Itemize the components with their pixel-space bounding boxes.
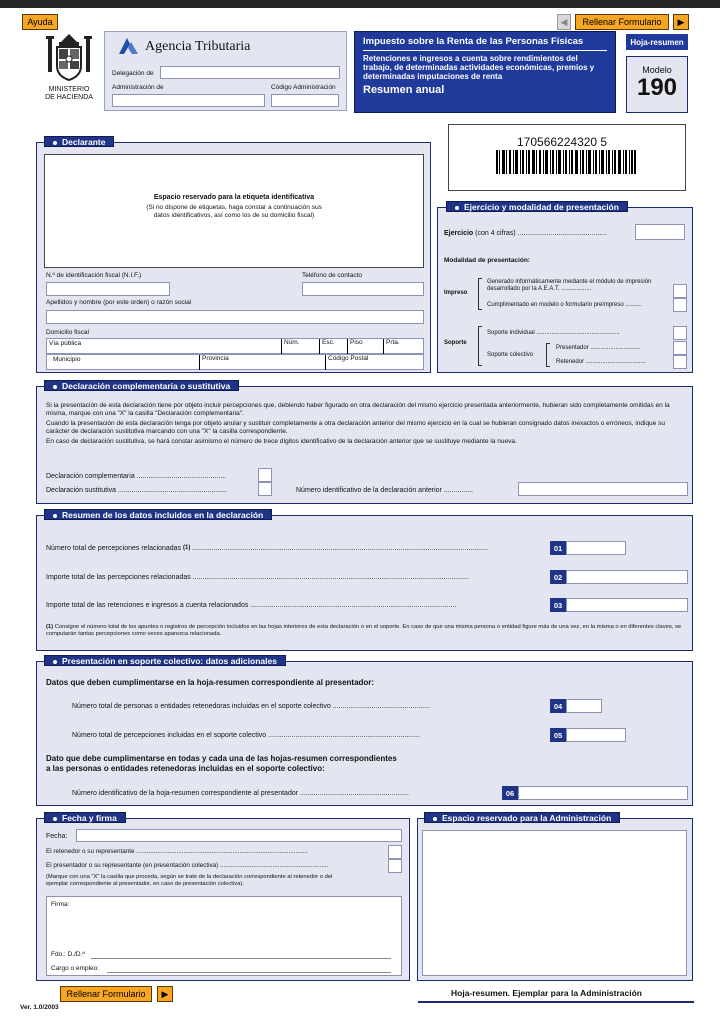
box-03: 03 xyxy=(550,598,566,612)
soporte-heading1: Datos que deben cumplimentarse en la hoja-resumen correspondiente al presentador: xyxy=(46,678,375,687)
title-divider xyxy=(363,50,607,51)
footnote-mark: (1) xyxy=(46,624,54,630)
barcode-number: 170566224320 5 xyxy=(517,135,608,149)
fecha-label: Fecha: xyxy=(46,833,68,840)
soporte-bracket xyxy=(478,326,482,366)
resumen-title xyxy=(44,509,272,520)
prev-page-button[interactable] xyxy=(557,14,571,30)
piso-label: Piso xyxy=(347,339,363,354)
soporte-individual-checkbox[interactable] xyxy=(673,326,687,340)
modelo-number: 190 xyxy=(636,74,678,101)
complementaria-para3: En caso de declaración sustitutiva, se hará constar asimismo el número de trece dígitos identificativo de la declaración anterior que se sustituye mediante la nueva. xyxy=(46,438,517,445)
prta-label: Prta. xyxy=(383,339,400,354)
telefono-label: Teléfono de contacto xyxy=(302,272,362,279)
fdo-line xyxy=(91,958,391,959)
chevron-right-icon: ▶ xyxy=(161,988,169,999)
row5-label: Número total de percepciones incluidas en el soporte colectivo .............................................................................. xyxy=(72,732,420,739)
ejercicio-title-text: Ejercicio y modalidad de presentación xyxy=(464,202,619,212)
barcode-icon xyxy=(496,150,636,174)
telefono-field[interactable] xyxy=(302,282,424,296)
next-page-bottom-button[interactable] xyxy=(157,986,173,1002)
label-space-note: (Si no dispone de etiquetas, haga constar a continuación sus datos identificativos, así como los de su domicilio fiscal) xyxy=(146,204,322,219)
label-space-title: Espacio reservado para la etiqueta identificativa xyxy=(153,194,315,201)
firma-note: (Marque con una "X" la casilla que proceda, según se trate de la declaración correspondiente al retenedor o del ejemplar correspondiente al presentador, en caso de presentación colectiva). xyxy=(46,874,333,887)
complementaria-text xyxy=(46,402,686,446)
box-02: 02 xyxy=(550,570,566,584)
resumen-row2-label: Importe total de las percepciones relacionadas .............................................................................................................................................. xyxy=(46,574,469,581)
delegacion-label: Delegación de xyxy=(112,70,154,77)
importe-retenciones-field[interactable] xyxy=(566,598,688,612)
impreso-label: Impreso xyxy=(444,290,468,296)
ministry-name xyxy=(36,86,102,102)
codigo-admin-field[interactable] xyxy=(271,94,339,107)
firma-label: Firma: xyxy=(51,901,70,908)
ministry-line1: MINISTERIO xyxy=(48,86,90,93)
complementaria-checkbox[interactable] xyxy=(258,468,272,482)
numero-anterior-field[interactable] xyxy=(518,482,688,496)
modelo-label: Modelo xyxy=(642,65,672,75)
row6-label: Número identificativo de la hoja-resumen correspondiente al presentador ........................................................ xyxy=(72,790,409,797)
window-top-bar xyxy=(0,0,720,8)
impreso-option1: Generado informáticamente mediante el módulo de impresión desarrollado por la A.E.A.T. .................. xyxy=(487,279,652,292)
resumen-row1-note: (1) xyxy=(182,545,191,551)
ejercicio-label: Ejercicio xyxy=(444,230,474,237)
cp-label: Código Postal xyxy=(325,355,368,370)
fecha-field[interactable] xyxy=(76,829,402,842)
administracion-field[interactable] xyxy=(112,94,265,107)
administracion-label: Administración de xyxy=(112,84,164,91)
ejercicio-field[interactable] xyxy=(635,224,685,240)
impreso-checkbox-2[interactable] xyxy=(673,298,687,312)
ejercicio-label-row xyxy=(444,230,607,237)
personas-retenedoras-field[interactable] xyxy=(566,699,602,713)
municipio-label: Municipio xyxy=(53,356,81,363)
presentador-label: El presentador o su representante (en presentación colectiva) .............................................................. xyxy=(46,862,329,869)
declarante-title-text: Declarante xyxy=(62,137,106,147)
sustitutiva-label: Declaración sustitutiva ........................................................ xyxy=(46,487,227,494)
coat-of-arms-icon xyxy=(44,32,94,84)
row4-label: Número total de personas o entidades retenedoras incluidas en el soporte colectivo .................................................. xyxy=(72,703,430,710)
form-title-box xyxy=(354,31,616,113)
soporte-heading2-line1: Dato que debe cumplimentarse en todas y cada una de las hojas-resumen correspondientes xyxy=(46,754,397,763)
provincia-label: Provincia xyxy=(199,355,229,370)
domicilio-label: Domicilio fiscal xyxy=(46,329,89,336)
ejercicio-hint: (con 4 cifras) .............................................. xyxy=(475,230,608,237)
form-title-line1: Impuesto sobre la Renta de las Personas Físicas xyxy=(363,36,584,47)
codigo-admin-label: Código Administración xyxy=(271,84,336,91)
agency-logo-icon xyxy=(117,37,139,55)
esc-label: Esc. xyxy=(319,339,335,354)
colectivo-bracket xyxy=(546,343,550,367)
chevron-left-icon: ◀ xyxy=(560,16,568,27)
soporte-colectivo-title xyxy=(44,655,286,666)
box-05: 05 xyxy=(550,728,566,742)
help-button[interactable]: Ayuda xyxy=(22,14,58,30)
nombre-field[interactable] xyxy=(46,310,424,324)
barcode-box xyxy=(448,124,686,191)
importe-percepciones-field[interactable] xyxy=(566,570,688,584)
presentador-option: Presentador .............................. xyxy=(556,345,641,351)
impreso-option2: Cumplimentado en modelo o formulario preimpreso .......... xyxy=(487,302,643,308)
percepciones-count-field[interactable] xyxy=(566,541,626,555)
retenedor-checkbox[interactable] xyxy=(673,355,687,369)
soporte-individual: Soporte individual .................................................. xyxy=(487,330,620,336)
nombre-label: Apellidos y nombre (por este orden) o razón social xyxy=(46,299,192,306)
form-title-line3: Resumen anual xyxy=(363,84,445,96)
num-label: Núm. xyxy=(281,339,300,354)
complementaria-title xyxy=(44,380,239,391)
resumen-row3-label: Importe total de las retenciones e ingresos a cuenta relacionados .......................................................................................................... xyxy=(46,602,457,609)
domicilio-row2 xyxy=(46,354,424,370)
impreso-checkbox-1[interactable] xyxy=(673,284,687,298)
resumen-row1-dots: ........................................................................................................................................................ xyxy=(192,545,488,552)
numero-anterior-label: Número identificativo de la declaración anterior ............... xyxy=(296,487,474,494)
retenedor-firma-checkbox[interactable] xyxy=(388,845,402,859)
retenedor-option: Retenedor .................................... xyxy=(556,359,646,365)
admin-title-text: Espacio reservado para la Administración xyxy=(442,813,612,823)
modalidad-label: Modalidad de presentación: xyxy=(444,257,530,264)
delegacion-field[interactable] xyxy=(160,66,340,79)
resumen-footnote xyxy=(46,624,686,638)
fill-form-button[interactable]: Rellenar Formulario xyxy=(575,14,669,30)
numero-hoja-presentador-field[interactable] xyxy=(518,786,688,800)
sustitutiva-checkbox[interactable] xyxy=(258,482,272,496)
fdo-label: Fdo.: D./D.ª xyxy=(51,951,85,958)
firma-box[interactable] xyxy=(46,896,402,976)
percepciones-soporte-field[interactable] xyxy=(566,728,626,742)
complementaria-label: Declaración complementaria .............................................. xyxy=(46,473,227,480)
complementaria-para1: Si la presentación de esta declaración tiene por objeto incluir percepciones que, debiendo haber figurado en otra declaración del mismo ejercicio presentada anteriormente, hubieran sido completamente omitidas en la misma, marque con una "X" la casilla "Declaración complementaria". xyxy=(46,402,670,417)
label-space xyxy=(44,154,424,268)
declarante-title xyxy=(44,136,114,147)
complementaria-title-text: Declaración complementaria o sustitutiva xyxy=(62,381,231,391)
soporte-heading2-line2: a las personas o entidades retenedoras incluidas en el soporte colectivo: xyxy=(46,764,325,773)
version-label: Ver. 1.0/2003 xyxy=(20,1004,59,1011)
form-title-line2: Retenciones e ingresos a cuenta sobre rendimientos del trabajo, de determinadas actividades económicas, premios y determinadas imputaciones de renta xyxy=(363,54,595,81)
modelo-box xyxy=(626,56,688,113)
via-label: Vía pública xyxy=(49,340,82,347)
impreso-bracket xyxy=(478,278,482,310)
copy-label: Hoja-resumen. Ejemplar para la Administración xyxy=(451,988,642,998)
resumen-row1-label: Número total de percepciones relacionadas xyxy=(46,545,182,552)
hoja-resumen-badge: Hoja-resumen xyxy=(626,34,688,50)
cargo-label: Cargo o empleo: xyxy=(51,965,100,972)
footnote-text: Consigne el número total de los apuntes o registros de percepción incluidos en las hojas interiores de esta declaración o en el soporte. En caso de que una misma persona o entidad figure más de una vez, en la misma o en diferentes claves, se computarán tantas percepciones como veces aparezca relacionada. xyxy=(46,624,682,637)
firma-title xyxy=(44,812,126,823)
box-06: 06 xyxy=(502,786,518,800)
domicilio-row1 xyxy=(46,338,424,354)
ejercicio-title xyxy=(446,201,628,212)
soporte-label: Soporte xyxy=(444,340,467,346)
ministry-line2: DE HACIENDA xyxy=(45,94,93,101)
admin-title xyxy=(424,812,620,823)
firma-title-text: Fecha y firma xyxy=(62,813,117,823)
retenedor-label: El retenedor o su representante .................................................................................................. xyxy=(46,848,308,855)
next-page-button[interactable] xyxy=(673,14,689,30)
soporte-heading2 xyxy=(46,754,397,774)
box-01: 01 xyxy=(550,541,566,555)
presentador-checkbox[interactable] xyxy=(673,341,687,355)
chevron-right-icon: ▶ xyxy=(677,16,685,27)
fill-form-bottom-button[interactable]: Rellenar Formulario xyxy=(60,986,152,1002)
resumen-row1 xyxy=(46,544,546,553)
nif-field[interactable] xyxy=(46,282,170,296)
resumen-title-text: Resumen de los datos incluidos en la declaración xyxy=(62,510,264,520)
presentador-firma-checkbox[interactable] xyxy=(388,859,402,873)
agency-name: Agencia Tributaria xyxy=(145,39,251,54)
nif-label: N.º de identificación fiscal (N.I.F.) xyxy=(46,272,142,279)
soporte-colectivo: Soporte colectivo xyxy=(487,352,534,358)
complementaria-para2: Cuando la presentación de esta declaración tenga por objeto anular y sustituir completamente a otra declaración anterior del mismo ejercicio en la cual se hubieran consignado datos inexactos o erróneos, indique su carácter de declaración sustitutiva marcando con una "X" la casilla correspondiente. xyxy=(46,420,665,435)
admin-space xyxy=(422,830,687,976)
footer-rule xyxy=(418,1001,694,1003)
soporte-colectivo-title-text: Presentación en soporte colectivo: datos adicionales xyxy=(62,656,277,666)
cargo-line xyxy=(107,972,391,973)
box-04: 04 xyxy=(550,699,566,713)
